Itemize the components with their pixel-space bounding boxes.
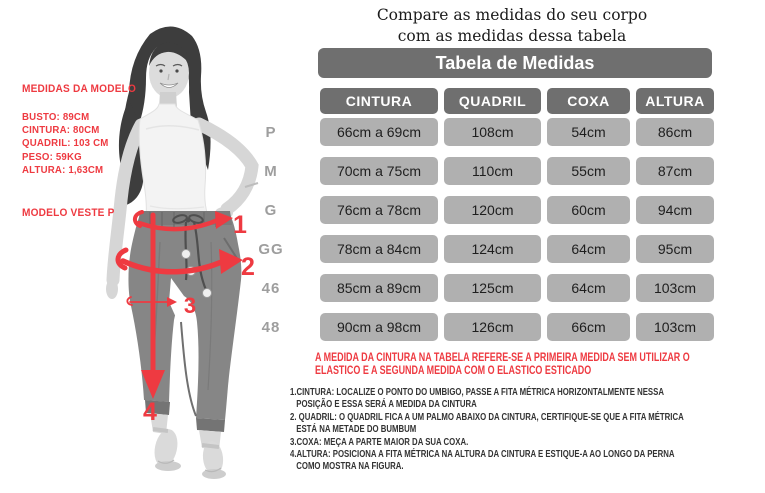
cell-gg-quadril: 124cm (444, 235, 541, 263)
cell-g-coxa: 60cm (547, 196, 630, 224)
row-label-48: 48 (261, 319, 281, 336)
model-measurements-heading: MEDIDAS DA MODELO (22, 83, 137, 95)
row-label-g: G (264, 202, 278, 219)
instruction-altura: 4.ALTURA: POSICIONA A FITA MÉTRICA NA ALTURA DA CINTURA E ESTIQUE-A AO LONGO DA PERNA (290, 449, 675, 461)
cell-p-quadril: 108cm (444, 118, 541, 146)
cell-g-cintura: 76cm a 78cm (320, 196, 438, 224)
instruction-quadril: 2. QUADRIL: O QUADRIL FICA A UM PALMO ABAIXO DA CINTURA, CERTIFIQUE-SE QUE A FITA MÉTRICA (290, 411, 684, 423)
instruction-cintura: 1.CINTURA: LOCALIZE O PONTO DO UMBIGO, PASSE A FITA MÉTRICA HORIZONTALMENTE NESSA (290, 387, 664, 398)
model-waist: CINTURA: 80CM (22, 124, 100, 137)
cell-m-coxa: 55cm (547, 157, 630, 185)
elastic-note-line1: A MEDIDA DA CINTURA NA TABELA REFERE-SE A PRIMEIRA MEDIDA SEM UTILIZAR O (315, 352, 690, 364)
cell-46-quadril: 125cm (444, 274, 541, 302)
model-top (139, 104, 208, 216)
cell-m-quadril: 110cm (444, 157, 541, 185)
cell-46-coxa: 64cm (547, 274, 630, 302)
cell-p-cintura: 66cm a 69cm (320, 118, 438, 146)
instruction-quadril-cont: ESTÁ NA METADE DO BUMBUM (296, 424, 417, 436)
row-label-p: P (265, 124, 277, 141)
cell-g-altura: 94cm (636, 196, 714, 224)
instruction-coxa: 3.COXA: MEÇA A PARTE MAIOR DA SUA COXA. (290, 436, 469, 448)
cell-48-quadril: 126cm (444, 313, 541, 341)
cell-p-coxa: 54cm (547, 118, 630, 146)
column-header-altura: ALTURA (636, 88, 714, 114)
row-label-m: M (264, 163, 278, 180)
hip-arrow-number: 2 (241, 253, 255, 281)
page-title (331, 5, 693, 47)
instruction-cintura-cont: POSIÇÃO E ESSA SERÁ A MEDIDA DA CINTURA (296, 399, 477, 411)
row-label-46: 46 (261, 280, 281, 297)
cell-46-altura: 103cm (636, 274, 714, 302)
cell-g-quadril: 120cm (444, 196, 541, 224)
cell-gg-altura: 95cm (636, 235, 714, 263)
column-header-quadril: QUADRIL (444, 88, 541, 114)
cell-gg-coxa: 64cm (547, 235, 630, 263)
cell-46-cintura: 85cm a 89cm (320, 274, 438, 302)
height-arrow-number: 4 (143, 398, 157, 426)
cell-48-cintura: 90cm a 98cm (320, 313, 438, 341)
cell-48-coxa: 66cm (547, 313, 630, 341)
page-title-line1: Compare as medidas do seu corpo (376, 6, 648, 24)
thigh-arrow-number: 3 (183, 293, 197, 318)
elastic-waist-note (315, 352, 765, 378)
waist-arrow-number: 1 (233, 211, 247, 239)
column-header-coxa: COXA (547, 88, 630, 114)
measuring-instructions (290, 387, 765, 474)
row-label-gg: GG (258, 241, 284, 258)
model-measurements-list (22, 111, 108, 177)
model-height: ALTURA: 1,63CM (22, 163, 104, 176)
model-hip: QUADRIL: 103 CM (22, 137, 109, 150)
instruction-altura-cont: COMO MOSTRA NA FIGURA. (296, 461, 404, 473)
cell-gg-cintura: 78cm a 84cm (320, 235, 438, 263)
column-header-cintura: CINTURA (320, 88, 438, 114)
cell-m-altura: 87cm (636, 157, 714, 185)
cell-p-altura: 86cm (636, 118, 714, 146)
model-weight: PESO: 59KG (22, 150, 82, 163)
elastic-note-line2: ELASTICO E A SEGUNDA MEDIDA COM O ELASTICO ESTICADO (315, 365, 592, 377)
model-wears-size: MODELO VESTE P (22, 207, 115, 219)
cell-m-cintura: 70cm a 75cm (320, 157, 438, 185)
page-title-line2: com as medidas dessa tabela (397, 27, 627, 45)
cell-48-altura: 103cm (636, 313, 714, 341)
model-bust: BUSTO: 89CM (22, 111, 90, 123)
table-title: Tabela de Medidas (318, 48, 712, 78)
